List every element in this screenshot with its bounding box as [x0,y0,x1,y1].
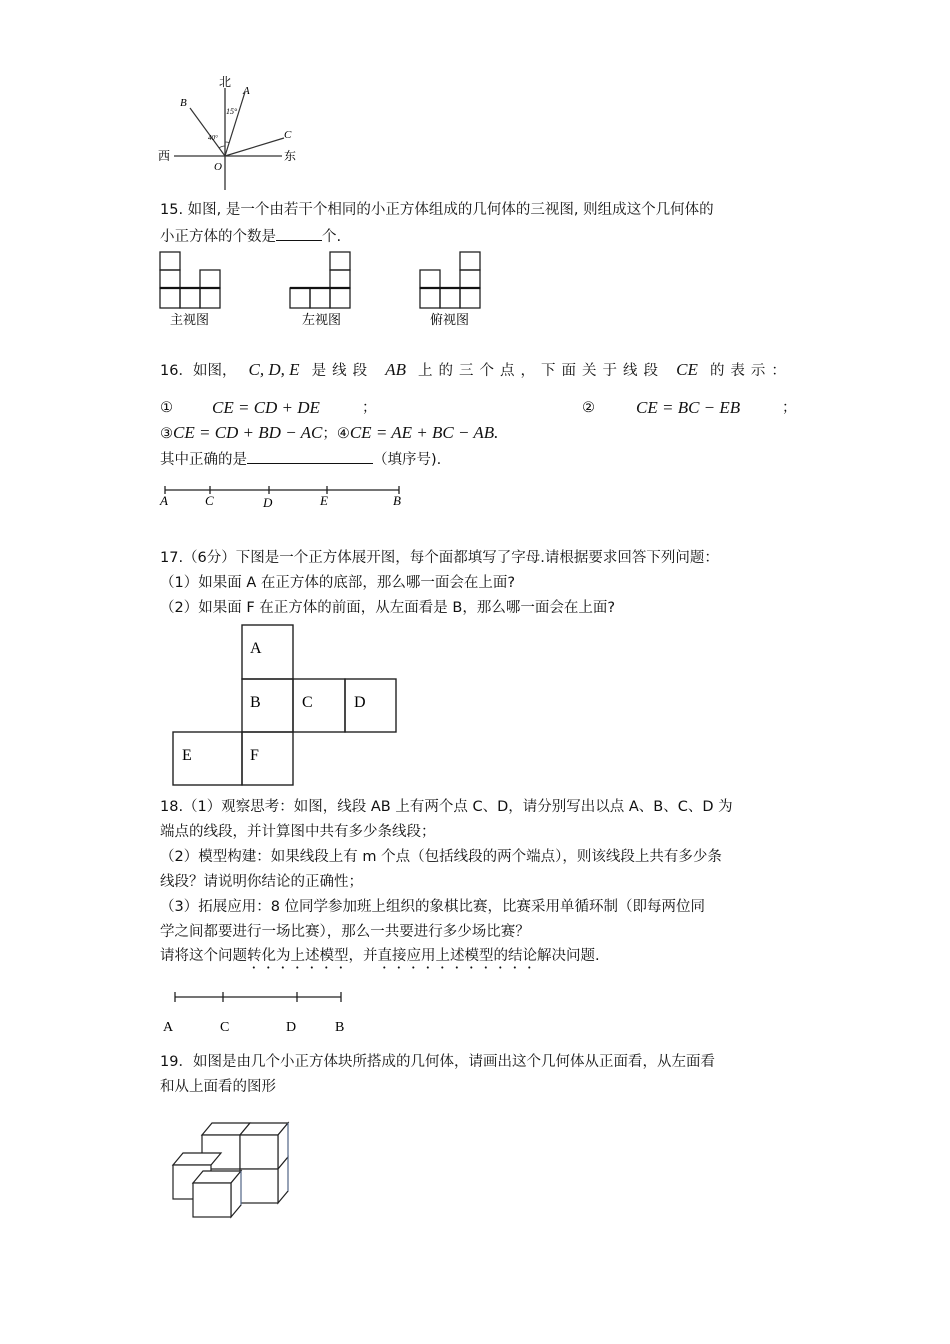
q19-line1: 19．如图是由几个小正方体块所搭成的几何体，请画出这个几何体从正面看，从左面看 [160,1054,715,1070]
net-face-a: A [250,640,262,657]
q18-line7-post: 解决问题. [537,948,600,964]
compass-diagram [150,70,310,195]
compass-label-c: C [284,129,292,141]
q18-line7-mid: ，并 [348,948,378,964]
q16-opt1-mark: ① [160,400,173,416]
q16-opt2-semi: ； [782,400,797,416]
segment-diagram-q18 [155,985,355,1037]
net-face-c: C [302,694,313,711]
q18-line7-pre: 请将这个问题 [160,948,247,964]
seg16-label-d: D [263,495,273,510]
compass-west: 西 [158,149,171,163]
top-view-label: 俯视图 [430,312,470,327]
q15-line2-post: 个. [322,229,342,245]
q18-line2: 端点的线段，并计算图中共有多少条线段； [160,824,436,840]
q16-intro [160,358,792,383]
q16-opt4-mark: ④ [336,426,350,442]
q16-opt2-mark: ② [582,400,595,416]
seg16-label-a: A [160,493,168,508]
seg16-label-b: B [393,493,401,508]
three-views-diagram [150,248,490,330]
cube-net-diagram [170,622,402,788]
q15-line2 [160,224,341,249]
q18-line1: 18.（1）观察思考：如图，线段 AB 上有两个点 C、D，请分别写出以点 A、B、C、D 为 [160,799,733,815]
q16-opt1-semi: ； [362,400,377,416]
q19-line2: 和从上面看的图形 [160,1079,276,1095]
q16-opt3-mark: ③ [160,426,173,442]
q18-line7-dot2: 直接应用上述模型的结论 [377,948,537,964]
q16-intro-mid2: 上的三个点，下面关于线段 [418,363,665,379]
q18-line4: 线段？请说明你结论的正确性； [160,874,363,890]
q15-line1: 15. 如图, 是一个由若干个相同的小正方体组成的几何体的三视图, 则组成这个几何体的 [160,202,714,218]
left-view-label: 左视图 [302,312,342,327]
q16-answer-line [160,447,441,472]
q16-opt4: CE = AE + BC − AB [349,423,495,442]
q16-opt3-semi: ； [322,426,337,442]
seg16-label-c: C [205,493,214,508]
seg18-label-d: D [286,1020,297,1035]
net-face-e: E [182,747,192,764]
net-face-d: D [354,694,366,711]
q17-line2: （1）如果面 A 在正方体的底部，那么哪一面会在上面? [160,575,516,591]
q16-opt3: CE = CD + BD − AC [173,423,323,442]
q16-answer-post: （填序号). [373,452,442,468]
compass-east: 东 [284,149,297,163]
q16-intro-mid: 是线段 [311,363,374,379]
compass-north: 北 [219,75,232,89]
q16-opt1: CE = CD + DE [212,398,320,417]
q16-answer-blank[interactable] [247,447,373,464]
q17-line3: （2）如果面 F 在正方体的前面，从左面看是 B，那么哪一面会在上面? [160,600,616,616]
q18-line7-dot1: 转化为上述模型 [247,948,349,964]
q18-line6: 学之间都要进行一场比赛），那么一共要进行多少场比赛？ [160,924,530,940]
net-face-f: F [250,747,259,764]
q16-ab: AB [385,360,406,379]
q16-answer-pre: 其中正确的是 [160,452,247,468]
q18-line5: （3）拓展应用：8 位同学参加班上组织的象棋比赛，比赛采用单循环制（即每两位同 [160,899,706,915]
front-view-label: 主视图 [170,312,210,327]
seg18-label-b: B [335,1020,345,1035]
q16-intro-end: 的表示： [709,363,792,379]
q16-points: C, D, E [248,360,300,379]
compass-label-o: O [214,161,222,173]
q16-intro-num: 16．如图， [160,363,237,379]
net-face-b: B [250,694,261,711]
compass-angle-15: 15° [226,107,238,116]
q18-line3: （2）模型构建：如果线段上有 m 个点（包括线段的两个端点），则该线段上共有多少条 [160,849,722,865]
segment-diagram-q16 [152,480,412,514]
compass-label-a: A [243,85,250,97]
q16-opt34 [160,421,498,446]
compass-angle-40: 40° [208,134,218,142]
q16-opt2: CE = BC − EB [636,398,741,417]
compass-label-b: B [180,97,187,109]
seg18-label-a: A [163,1020,174,1035]
q17-line1: 17.（6分）下图是一个正方体展开图，每个面都填写了字母.请根据要求回答下列问题： [160,550,719,566]
seg16-label-e: E [320,493,328,508]
seg18-label-c: C [220,1020,230,1035]
q15-line2-pre: 小正方体的个数是 [160,229,276,245]
q18-line7 [160,944,600,972]
q15-answer-blank[interactable] [276,224,322,241]
q16-opt-end: . [494,423,499,442]
stacked-cubes-diagram [160,1115,315,1240]
q16-ce: CE [676,360,698,379]
